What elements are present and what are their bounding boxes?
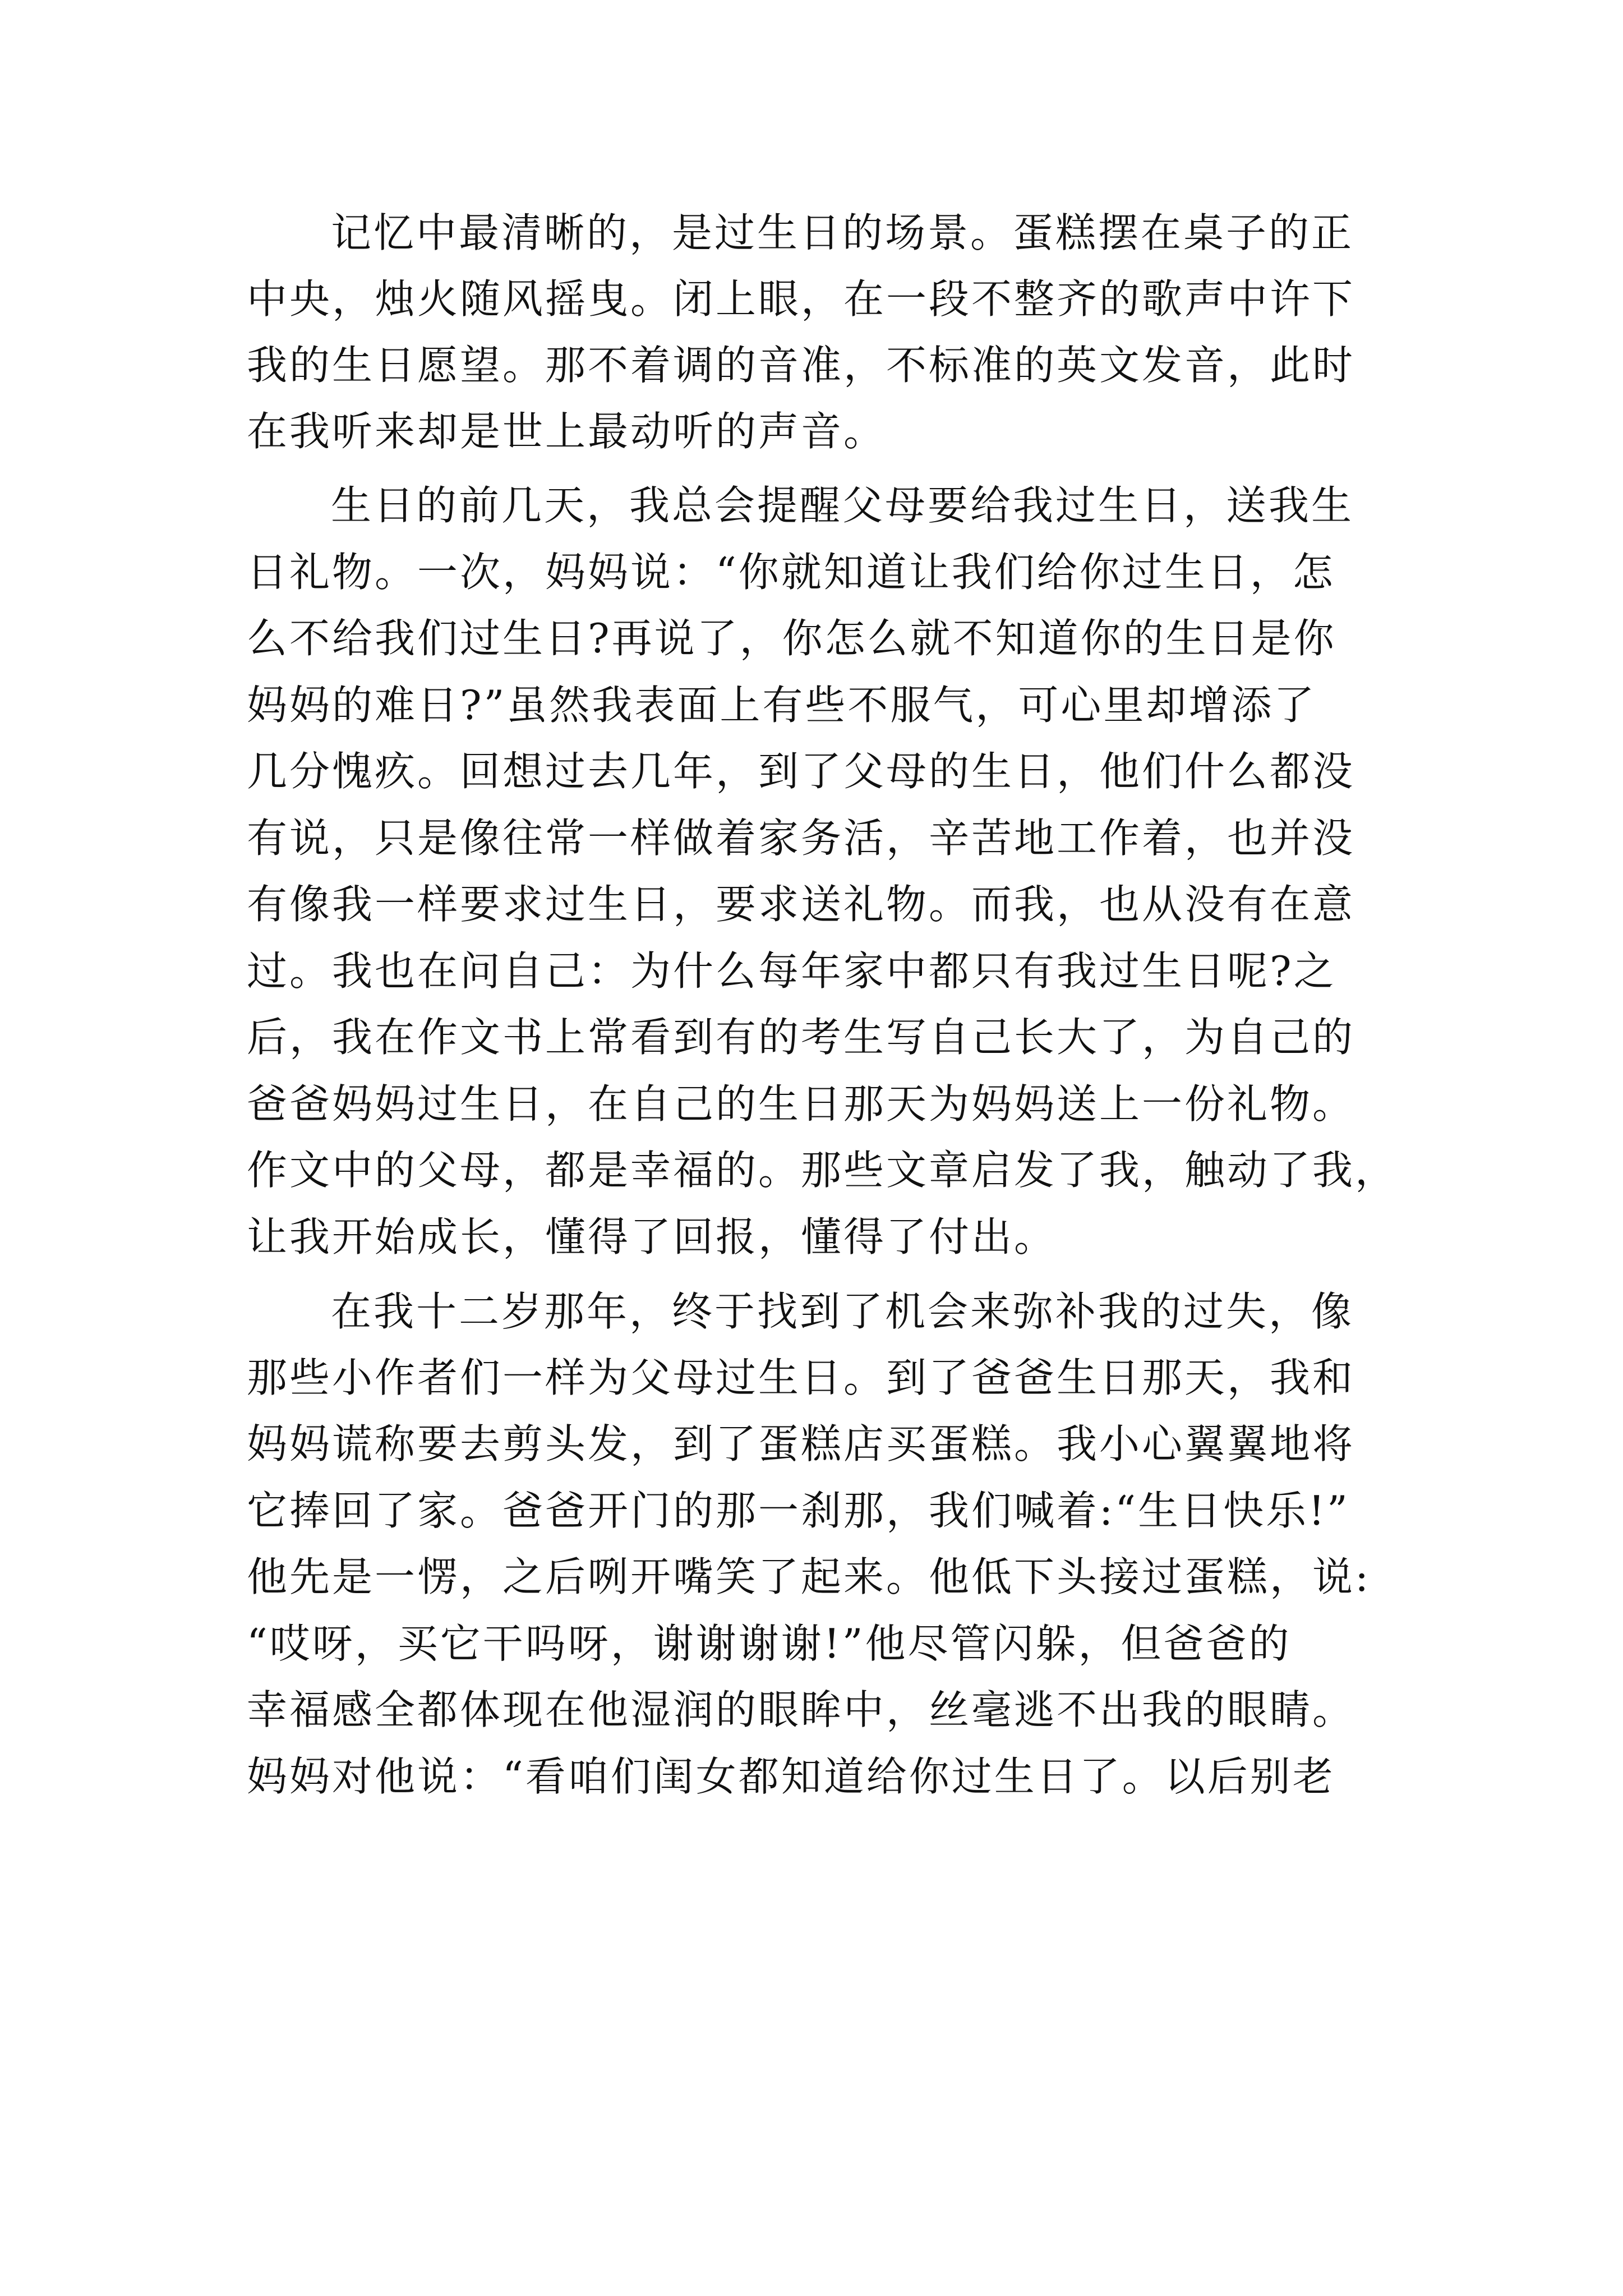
paragraph-1-line-2: 中央，烛火随风摇曳。闭上眼，在一段不整齐的歌声中许下 (247, 275, 1355, 323)
paragraph-1-line-4: 在我听来却是世上最动听的声音。 (247, 408, 887, 455)
paragraph-2-line-5: 几分愧疚。回想过去几年，到了父母的生日，他们什么都没 (247, 748, 1355, 795)
paragraph-2-line-1: 生日的前几天，我总会提醒父母要给我过生日，送我生 (331, 482, 1354, 529)
paragraph-2-line-4: 妈妈的难日?”虽然我表面上有些不服气，可心里却增添了 (247, 682, 1317, 729)
paragraph-1-line-3: 我的生日愿望。那不着调的音准，不标准的英文发音，此时 (247, 342, 1355, 389)
paragraph-3-line-6: “哎呀，买它干吗呀，谢谢谢谢!”他尽管闪躲，但爸爸的 (247, 1620, 1292, 1667)
paragraph-1-line-1: 记忆中最清晰的，是过生日的场景。蛋糕摆在桌子的正 (331, 209, 1354, 256)
paragraph-2-line-3: 么不给我们过生日?再说了，你怎么就不知道你的生日是你 (247, 615, 1336, 662)
paragraph-2-line-10: 爸爸妈妈过生日，在自己的生日那天为妈妈送上一份礼物。 (247, 1080, 1355, 1128)
paragraph-2-line-8: 过。我也在问自己：为什么每年家中都只有我过生日呢?之 (247, 947, 1336, 995)
paragraph-2-line-9: 后，我在作文书上常看到有的考生写自己长大了，为自己的 (247, 1014, 1355, 1061)
paragraph-2-line-2: 日礼物。一次，妈妈说：“你就知道让我们给你过生日，怎 (247, 549, 1335, 596)
paragraph-2-line-6: 有说，只是像往常一样做着家务活，辛苦地工作着，也并没 (247, 815, 1355, 862)
paragraph-2-line-12: 让我开始成长，懂得了回报，懂得了付出。 (247, 1213, 1057, 1260)
paragraph-3-line-5: 他先是一愣，之后咧开嘴笑了起来。他低下头接过蛋糕，说: (247, 1553, 1371, 1600)
paragraph-3-line-8: 妈妈对他说：“看咱们闺女都知道给你过生日了。以后别老 (247, 1753, 1335, 1800)
paragraph-2-line-11: 作文中的父母，都是幸福的。那些文章启发了我，触动了我， (247, 1147, 1398, 1194)
paragraph-3-line-2: 那些小作者们一样为父母过生日。到了爸爸生日那天，我和 (247, 1354, 1355, 1401)
paragraph-2-line-7: 有像我一样要求过生日，要求送礼物。而我，也从没有在意 (247, 881, 1355, 928)
paragraph-3-line-7: 幸福感全都体现在他湿润的眼眸中，丝毫逃不出我的眼睛。 (247, 1686, 1355, 1733)
paragraph-3-line-1: 在我十二岁那年，终于找到了机会来弥补我的过失，像 (331, 1288, 1354, 1335)
paragraph-3-line-3: 妈妈谎称要去剪头发，到了蛋糕店买蛋糕。我小心翼翼地将 (247, 1420, 1355, 1467)
paragraph-3-line-4: 它捧回了家。爸爸开门的那一刹那，我们喊着:“生日快乐!” (247, 1487, 1350, 1534)
